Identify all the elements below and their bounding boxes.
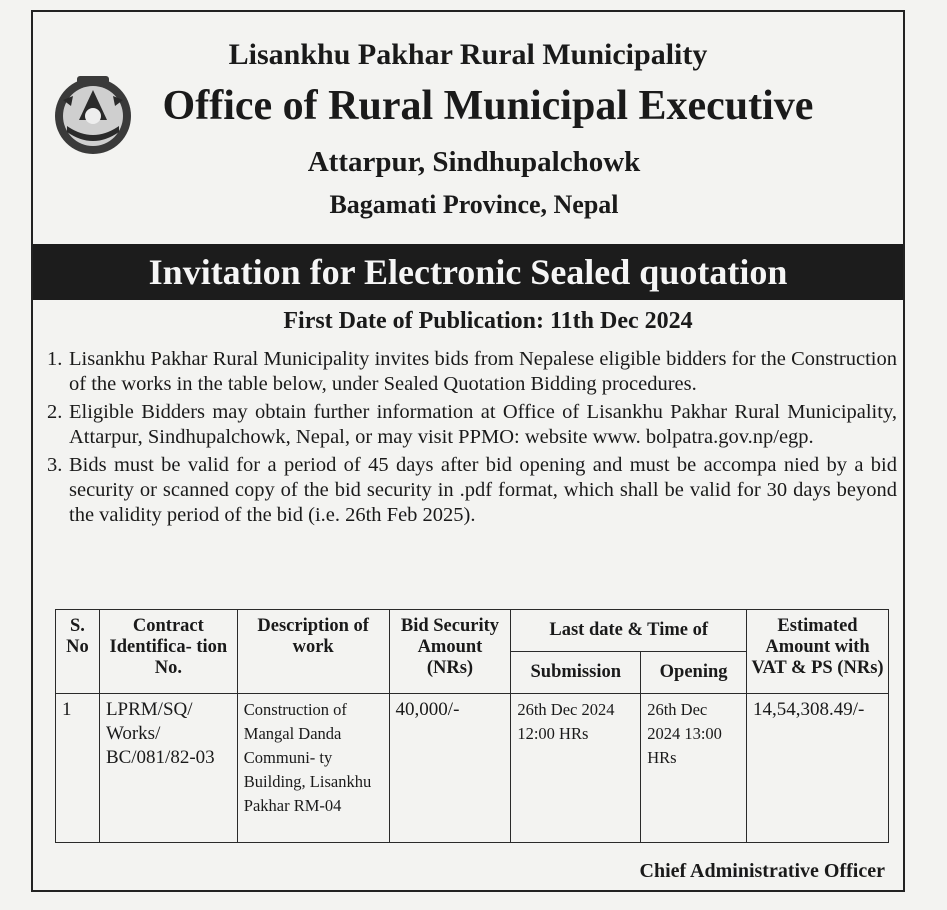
cell-bid-security: 40,000/- xyxy=(389,694,511,843)
cell-description: Construction of Mangal Danda Communi- ty Building, Lisankhu Pakhar RM-04 xyxy=(237,694,389,843)
header-last-date: Last date & Time of xyxy=(511,610,747,652)
header-bid-security: Bid Security Amount (NRs) xyxy=(389,610,511,694)
municipality-name: Lisankhu Pakhar Rural Municipality xyxy=(228,38,708,71)
point-number: 1. xyxy=(47,348,63,370)
notice-point xyxy=(47,453,897,528)
header-opening: Opening xyxy=(641,652,747,694)
notice-title-banner: Invitation for Electronic Sealed quotation xyxy=(33,244,903,300)
office-province: Bagamati Province, Nepal xyxy=(329,190,619,219)
cell-sno: 1 xyxy=(56,694,100,843)
tender-notice xyxy=(31,10,905,892)
header-sno: S. No xyxy=(56,610,100,694)
point-text: Bids must be valid for a period of 45 days after bid opening and must be accompa nied by a bid security or scanned copy of the bid security in .pdf format, which shall be valid for 30 days beyond the validity period of the bid (i.e. 26th Feb 2025). xyxy=(69,454,897,526)
point-number: 2. xyxy=(47,401,63,423)
publication-date: First Date of Publication: 11th Dec 2024 xyxy=(283,308,693,334)
header-contract-id: Contract Identifica- tion No. xyxy=(99,610,237,694)
notice-points xyxy=(47,347,897,531)
cell-submission: 26th Dec 2024 12:00 HRs xyxy=(511,694,641,843)
office-address: Attarpur, Sindhupalchowk xyxy=(307,146,641,178)
cell-contract-id: LPRM/SQ/ Works/ BC/081/82-03 xyxy=(99,694,237,843)
works-table xyxy=(55,609,889,843)
point-number: 3. xyxy=(47,454,63,476)
point-text: Lisankhu Pakhar Rural Municipality invites bids from Nepalese eligible bidders for the Construction of the works in the table below, under Sealed Quotation Bidding procedures. xyxy=(69,348,897,395)
notice-point xyxy=(47,347,897,397)
notice-point xyxy=(47,400,897,450)
header-estimated-amount: Estimated Amount with VAT & PS (NRs) xyxy=(747,610,889,694)
point-text: Eligible Bidders may obtain further information at Office of Lisankhu Pakhar Rural Municipality, Attarpur, Sindhupalchowk, Nepal, or may visit PPMO: website www. bolpatra.gov.np/egp. xyxy=(69,401,897,448)
header-description: Description of work xyxy=(237,610,389,694)
cell-opening: 26th Dec 2024 13:00 HRs xyxy=(641,694,747,843)
office-name: Office of Rural Municipal Executive xyxy=(162,83,814,129)
signoff-title: Chief Administrative Officer xyxy=(639,860,885,882)
cell-estimated-amount: 14,54,308.49/- xyxy=(747,694,889,843)
header-submission: Submission xyxy=(511,652,641,694)
table-row xyxy=(56,694,889,843)
